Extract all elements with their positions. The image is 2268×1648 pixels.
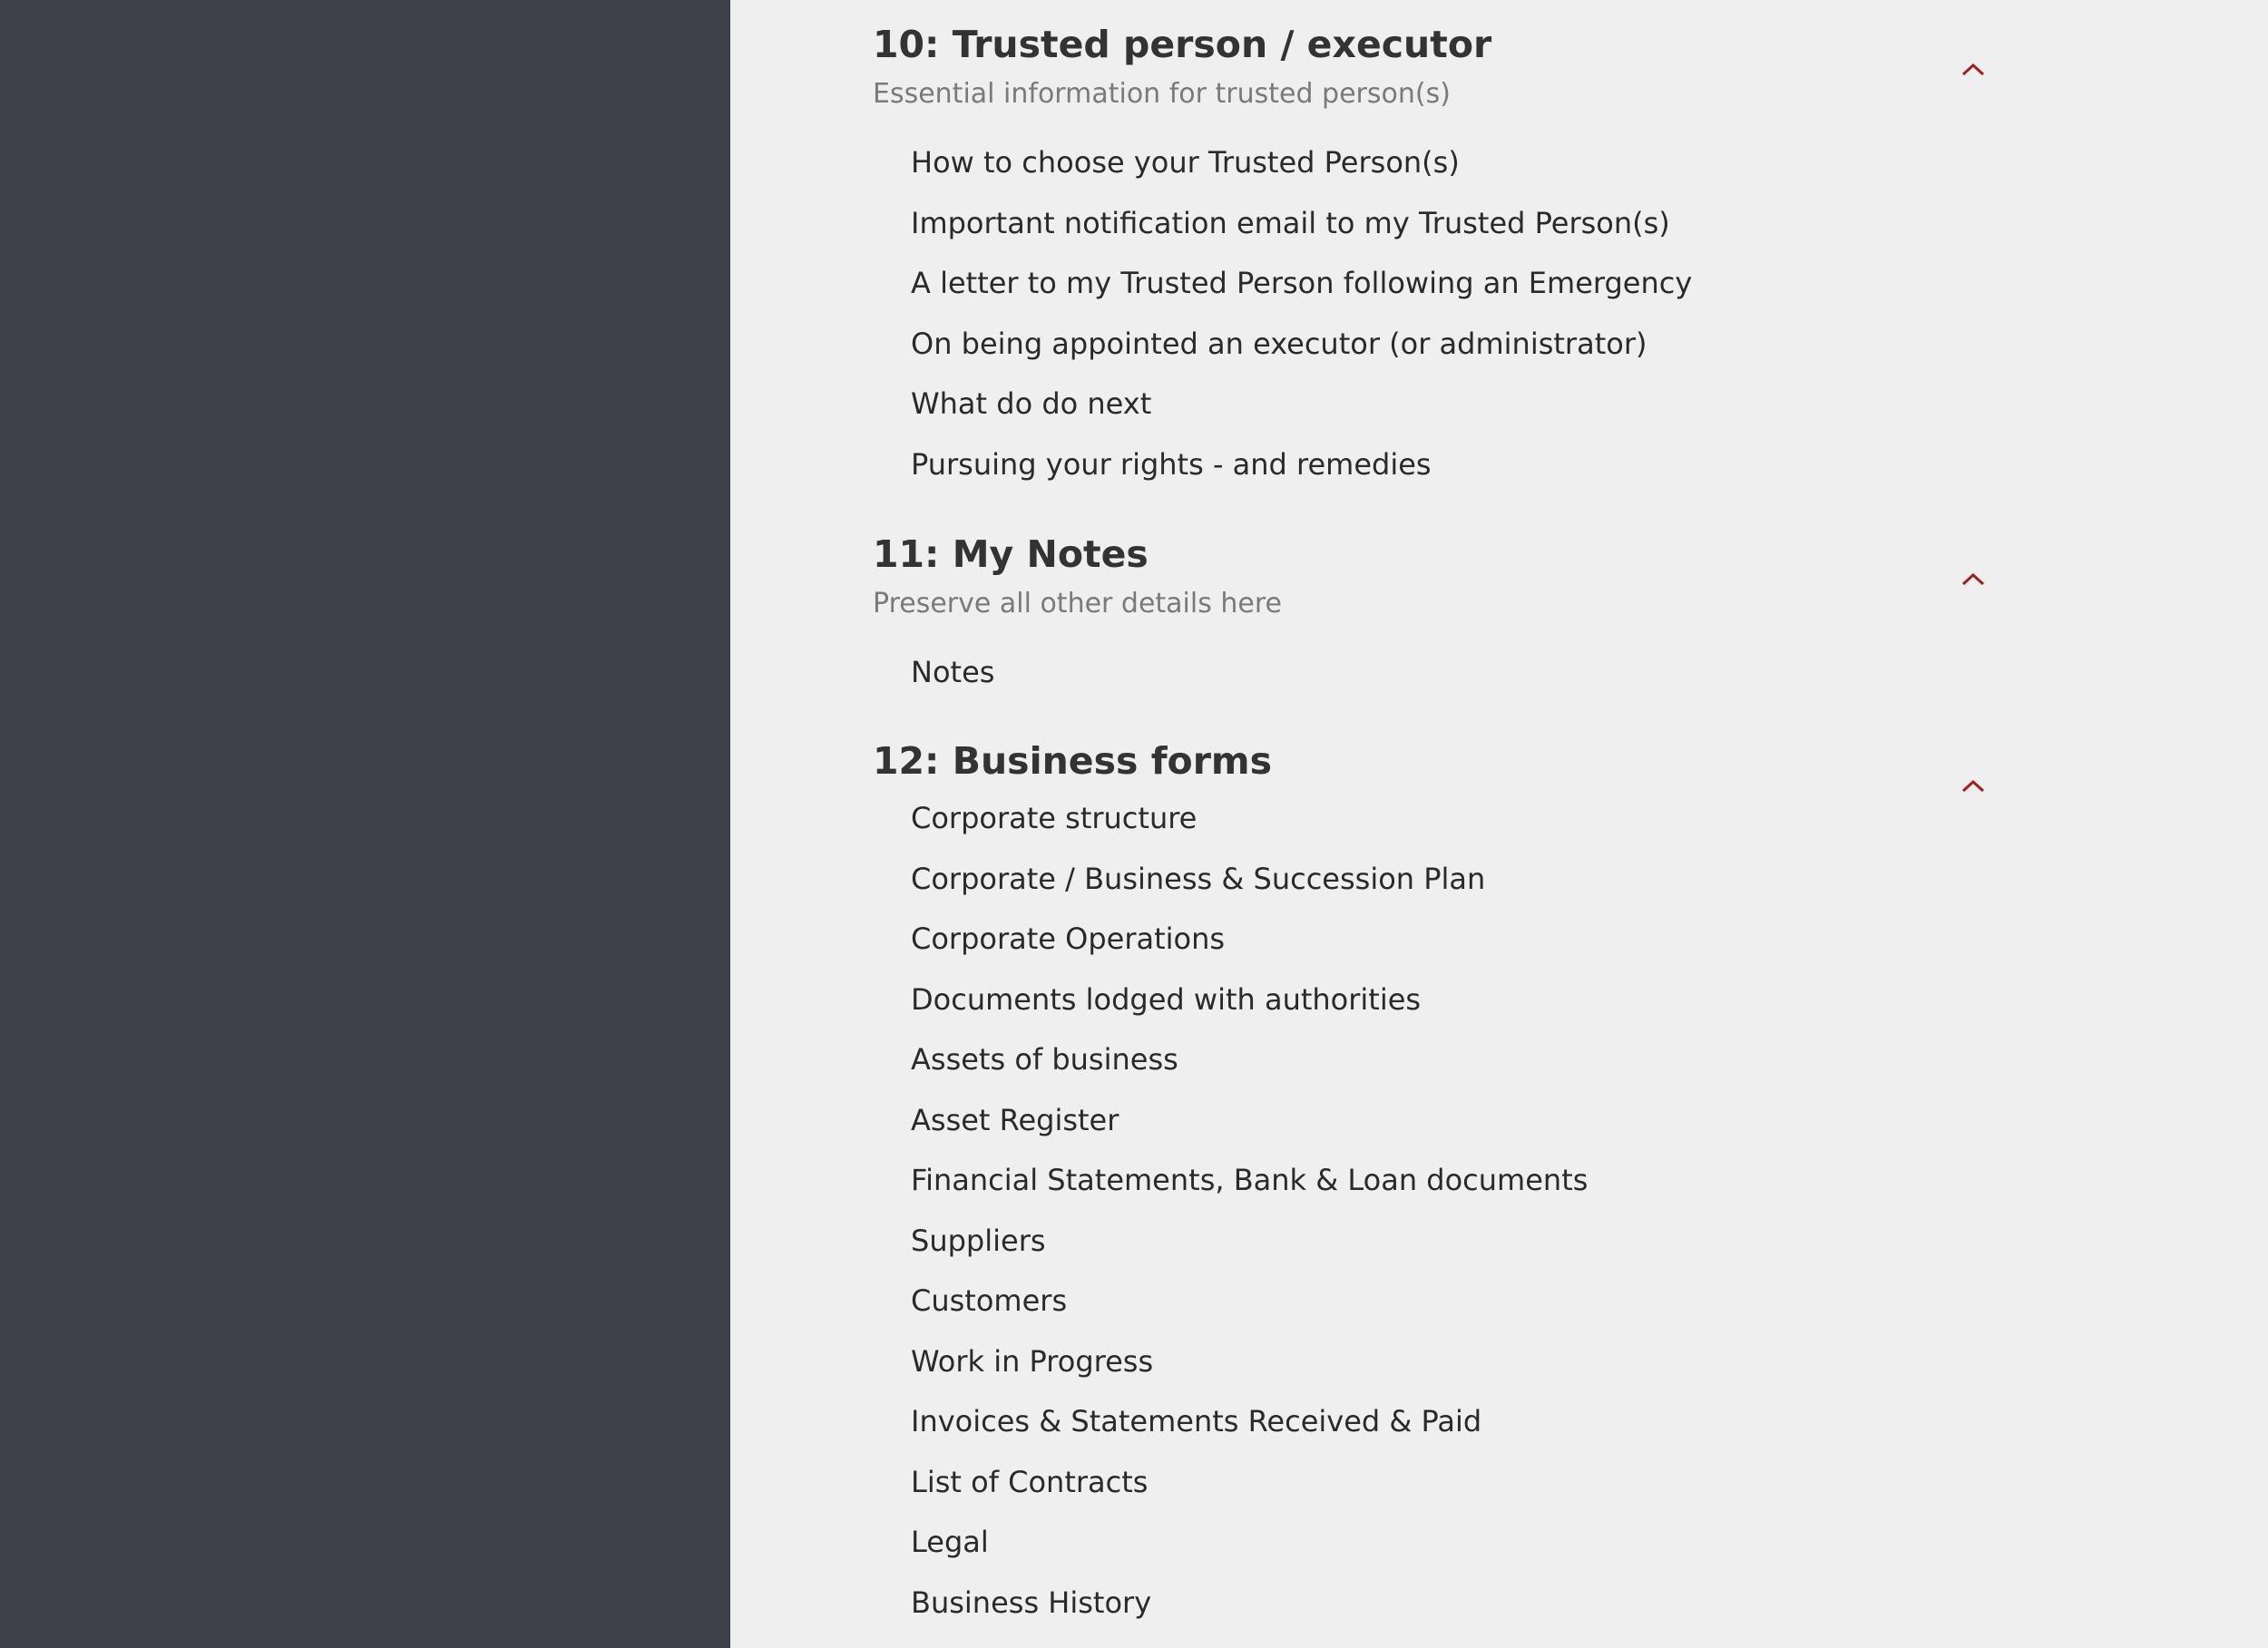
list-item[interactable]: Documents lodged with authorities [911,981,1422,1017]
list-item[interactable]: Business History [911,1585,1152,1620]
main-content [730,0,2268,1648]
section-title: 12: Business forms [873,739,1273,783]
list-item[interactable]: Suppliers [911,1223,1046,1258]
list-item[interactable]: Pursuing your rights - and remedies [911,446,1432,482]
section-link-list [911,642,994,703]
list-item[interactable]: List of Contracts [911,1464,1149,1499]
list-item[interactable]: Corporate structure [911,801,1198,835]
list-item[interactable]: What do do next [911,386,1152,421]
section-title: 11: My Notes [873,532,1149,576]
section-subtitle: Preserve all other details here [873,588,1282,619]
section-title: 10: Trusted person / executor [873,23,1492,66]
section-subtitle: Essential information for trusted person(s) [873,78,1451,110]
list-item[interactable]: Important notification email to my Trusted Person(s) [911,205,1670,240]
list-item[interactable]: How to choose your Trusted Person(s) [911,145,1460,180]
sidebar [0,0,730,1648]
list-item[interactable]: Corporate / Business & Succession Plan [911,861,1486,896]
list-item[interactable]: Corporate Operations [911,922,1226,956]
list-item[interactable]: Legal [911,1525,989,1559]
list-item[interactable]: On being appointed an executor (or administrator) [911,326,1647,361]
list-item[interactable]: Assets of business [911,1042,1178,1077]
list-item[interactable]: Invoices & Statements Received & Paid [911,1404,1482,1438]
list-item[interactable]: Financial Statements, Bank & Loan documents [911,1163,1589,1197]
list-item[interactable]: A letter to my Trusted Person following an Emergency [911,266,1693,300]
list-item[interactable]: Notes [911,655,995,689]
section-link-list [911,132,1692,494]
list-item[interactable]: Customers [911,1283,1068,1318]
chevron-up-icon[interactable] [1957,564,1989,591]
list-item[interactable]: Work in Progress [911,1343,1154,1379]
chevron-up-icon[interactable] [1957,771,1989,798]
list-item[interactable]: Asset Register [911,1102,1119,1137]
section-link-list [911,788,1588,1633]
chevron-up-icon[interactable] [1957,54,1989,82]
